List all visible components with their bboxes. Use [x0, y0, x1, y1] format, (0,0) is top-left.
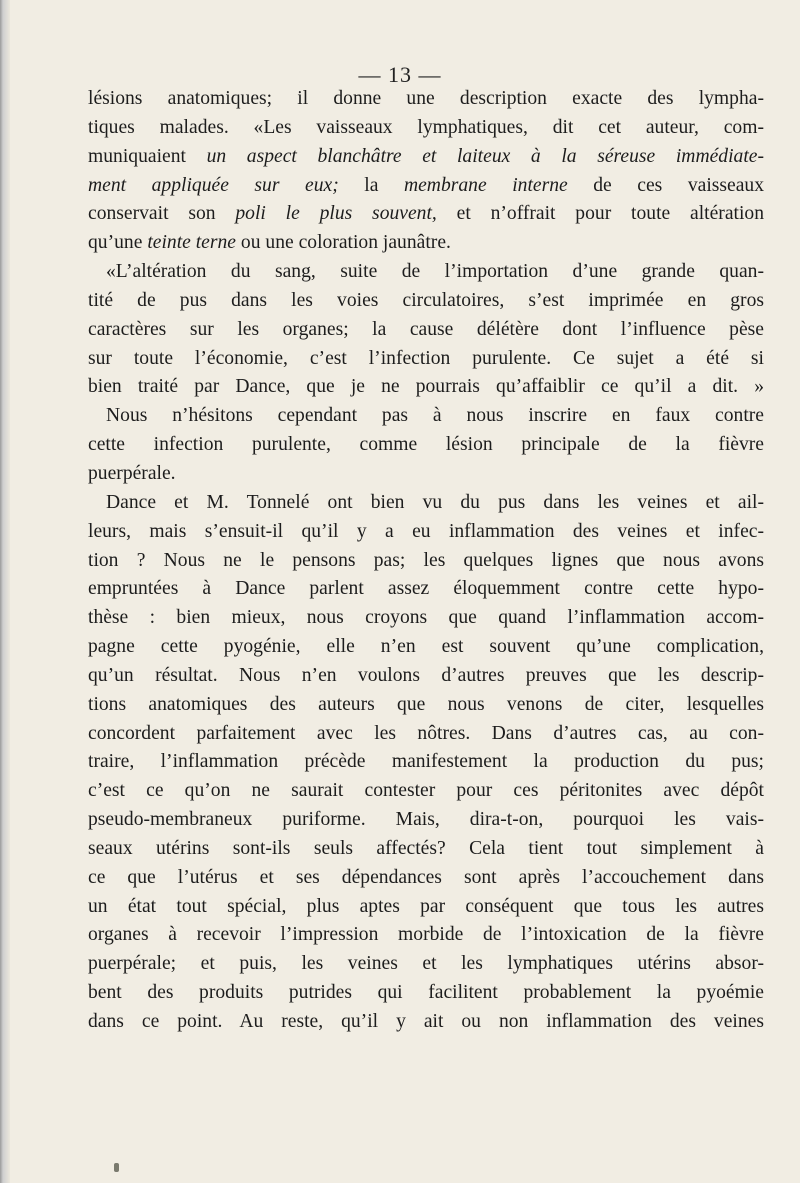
- text-line: [88, 373, 764, 402]
- text-run: puerpérale; et puis, les veines et les lymphatiques utérins absor-: [88, 953, 764, 975]
- text-line: [88, 287, 764, 316]
- text-run: un état tout spécial, plus aptes par conséquent que tous les autres: [88, 895, 764, 917]
- text-run: bent des produits putrides qui facilitent probablement la pyoémie: [88, 982, 764, 1004]
- text-run: pseudo-membraneux puriforme. Mais, dira-t-on, pourquoi les vais-: [88, 809, 764, 831]
- text-line: [88, 172, 764, 201]
- text-line: [88, 431, 764, 460]
- text-run: «L’altération du sang, suite de l’importation d’une grande quan-: [106, 261, 764, 283]
- text-line: [88, 258, 764, 287]
- text-line: [88, 460, 764, 489]
- text-line: [88, 921, 764, 950]
- text-run: seaux utérins sont-ils seuls affectés? Cela tient tout simplement à: [88, 837, 764, 859]
- text-line: [88, 143, 764, 172]
- text-line: [88, 662, 764, 691]
- text-line: [88, 316, 764, 345]
- text-run: Nous n’hésitons cependant pas à nous inscrire en faux contre: [106, 405, 764, 427]
- text-line: [88, 633, 764, 662]
- text-line: [88, 777, 764, 806]
- text-line: [88, 691, 764, 720]
- text-run: tion ? Nous ne le pensons pas; les quelques lignes que nous avons: [88, 549, 764, 571]
- text-line: [88, 720, 764, 749]
- italic-run: ment appliquée sur eux;: [88, 174, 339, 196]
- text-run: dans ce point. Au reste, qu’il y ait ou non inflammation des veines: [88, 1011, 764, 1032]
- text-line: [88, 806, 764, 835]
- text-run: lésions anatomiques; il donne une description exacte des lympha-: [88, 88, 764, 109]
- text-run: tiques malades. «Les vaisseaux lymphatiques, dit cet auteur, com-: [88, 116, 764, 138]
- text-run: conservait son: [88, 203, 236, 225]
- ink-speck: [114, 1163, 119, 1172]
- text-line: [88, 518, 764, 547]
- text-line: [88, 402, 764, 431]
- text-run: bien traité par Dance, que je ne pourrais qu’affaiblir ce qu’il a dit. »: [88, 376, 764, 398]
- text-run: empruntées à Dance parlent assez éloquemment contre cette hypo-: [88, 578, 764, 600]
- text-run: ou une coloration jaunâtre.: [236, 232, 451, 254]
- text-run: tité de pus dans les voies circulatoires, s’est imprimée en gros: [88, 289, 764, 311]
- text-run: qu’un résultat. Nous n’en voulons d’autres preuves que les descrip-: [88, 664, 764, 686]
- text-run: leurs, mais s’ensuit-il qu’il y a eu inflammation des veines et infec-: [88, 520, 764, 542]
- body-text: [88, 85, 764, 1037]
- text-run: organes à recevoir l’impression morbide de l’intoxication de la fièvre: [88, 924, 764, 946]
- text-line: [88, 950, 764, 979]
- text-run: thèse : bien mieux, nous croyons que quand l’inflammation accom-: [88, 607, 764, 629]
- text-run: caractères sur les organes; la cause délétère dont l’influence pèse: [88, 318, 764, 340]
- text-run: Dance et M. Tonnelé ont bien vu du pus dans les veines et ail-: [106, 491, 764, 513]
- text-run: tions anatomiques des auteurs que nous venons de citer, lesquelles: [88, 693, 764, 715]
- text-run: traire, l’inflammation précède manifestement la production du pus;: [88, 751, 764, 773]
- text-run: sur toute l’économie, c’est l’infection purulente. Ce sujet a été si: [88, 347, 764, 369]
- text-run: la: [338, 174, 404, 196]
- text-run: muniquaient: [88, 145, 207, 167]
- text-run: qu’une: [88, 232, 148, 254]
- text-run: et n’offrait pour toute altération: [436, 203, 765, 225]
- text-line: [88, 864, 764, 893]
- text-run: ce que l’utérus et ses dépendances sont après l’accouchement dans: [88, 866, 764, 888]
- italic-run: membrane interne: [403, 174, 568, 196]
- text-line: [88, 575, 764, 604]
- italic-run: poli le plus souvent,: [235, 203, 437, 225]
- text-line: [88, 835, 764, 864]
- italic-run: teinte terne: [147, 232, 236, 254]
- text-line: [88, 345, 764, 374]
- page-number: — 13 —: [358, 62, 442, 87]
- text-line: [88, 893, 764, 922]
- italic-run: un aspect blanchâtre et laiteux à la séreuse immédiate-: [206, 145, 764, 167]
- text-line: [88, 1008, 764, 1037]
- binding-edge: [0, 0, 10, 1183]
- text-run: concordent parfaitement avec les nôtres. Dans d’autres cas, au con-: [88, 722, 764, 744]
- text-line: [88, 979, 764, 1008]
- text-line: [88, 604, 764, 633]
- text-run: cette infection purulente, comme lésion principale de la fièvre: [88, 434, 764, 456]
- text-run: puerpérale.: [88, 462, 176, 484]
- text-line: [88, 85, 764, 114]
- text-run: pagne cette pyogénie, elle n’en est souvent qu’une complication,: [88, 636, 764, 658]
- text-line: [88, 229, 764, 258]
- text-line: [88, 748, 764, 777]
- text-line: [88, 200, 764, 229]
- text-run: c’est ce qu’on ne saurait contester pour ces péritonites avec dépôt: [88, 780, 764, 802]
- text-line: [88, 547, 764, 576]
- text-run: de ces vaisseaux: [567, 174, 765, 196]
- text-line: [88, 489, 764, 518]
- text-line: [88, 114, 764, 143]
